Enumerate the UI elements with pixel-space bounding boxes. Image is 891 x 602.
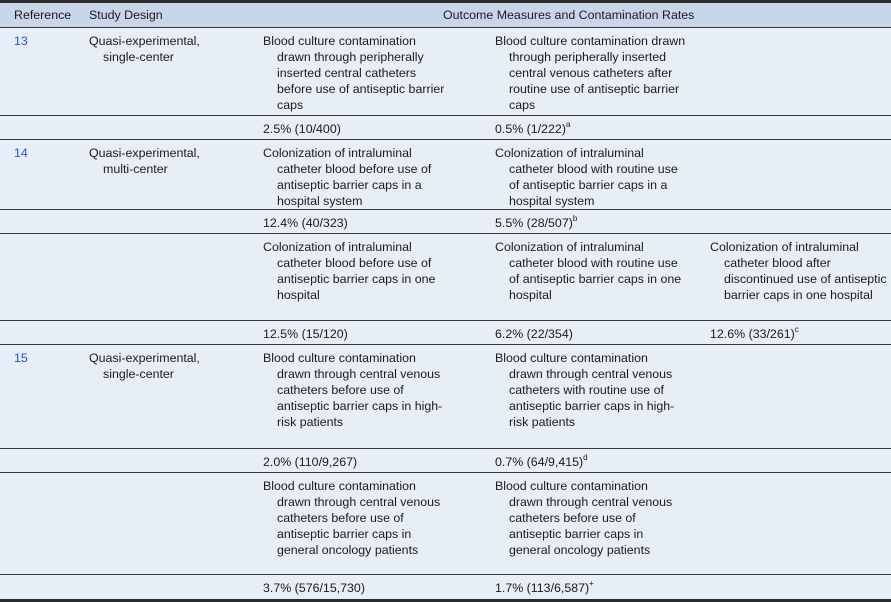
table-header [0,3,891,28]
footnote-marker: + [589,578,594,588]
rate-1: 12.5% (15/120) [263,327,348,341]
table-row [0,28,891,116]
rate-3: 12.6% $(33/261)^c$ [710,324,799,341]
header-reference: Reference [14,8,72,22]
table-row [0,449,891,473]
table-row [0,473,891,575]
outcome-measure-1: Blood culture contamination drawn through central venous catheters before use of antiseptic barrier caps in high-risk patients [263,351,443,429]
reference-link[interactable]: 15 [14,351,28,365]
outcome-measure-2: Blood culture contamination drawn through peripherally inserted central venous catheters after routine use of antiseptic barrier caps [495,34,686,112]
outcome-measure-3: Colonization of intraluminal catheter blood after discontinued use of antiseptic barrier caps in one hospital [710,240,887,302]
rate-2: 0.5% $(1/222)^a$ [495,119,571,136]
table-row [0,234,891,321]
outcome-measure-2: Blood culture contamination drawn through central venous catheters with routine use of antiseptic barrier caps in high-risk patients [495,351,675,429]
rate-2: 0.7% $(64/9,415)^d$ [495,452,588,469]
rate-1: 12.4% (40/323) [263,216,348,230]
rate-1: 2.0% (110/9,267) [263,455,358,469]
study-design: Quasi-experimental, single-center [89,34,200,64]
table-row [0,321,891,345]
outcome-measure-2: Blood culture contamination drawn through central venous catheters before use of antiseptic barrier caps in general oncology patients [495,479,673,557]
rate-2: 1.7% (113/6,587)+ [495,578,594,595]
rate-1: 3.7% (576/15,730) [263,581,365,595]
table-row [0,575,891,599]
outcome-measure-2: Colonization of intraluminal catheter blood with routine use of antiseptic barrier caps in a hospital system [495,146,678,208]
table-row [0,345,891,449]
rate-1: 2.5% (10/400) [263,122,341,136]
footnote-marker: d [583,452,588,462]
outcome-measure-1: Blood culture contamination drawn through peripherally inserted central catheters before use of antiseptic barrier caps [263,34,445,112]
rate-2: 5.5% $(28/507)^b$ [495,213,578,230]
outcome-measure-1: Colonization of intraluminal catheter blood before use of antiseptic barrier caps in a hospital system [263,146,432,208]
reference-link[interactable]: 14 [14,146,28,160]
rate-2: 6.2% (22/354) [495,327,573,341]
table-row [0,140,891,210]
footnote-marker: b [572,213,578,223]
header-outcomes: Outcome Measures and Contamination Rates [443,8,695,22]
reference-link[interactable]: 13 [14,34,28,48]
table-row [0,116,891,140]
study-design: Quasi-experimental, single-center [89,351,200,381]
footnote-marker: c [794,324,799,334]
table-row [0,210,891,234]
outcome-measure-2: Colonization of intraluminal catheter blood with routine use of antiseptic barrier caps in one hospital [495,240,682,302]
outcome-measure-1: Blood culture contamination drawn through central venous catheters before use of antiseptic barrier caps in general oncology patients [263,479,441,557]
outcome-measure-1: Colonization of intraluminal catheter blood before use of antiseptic barrier caps in one hospital [263,240,436,302]
footnote-marker: a [565,119,571,129]
study-design: Quasi-experimental, multi-center [89,146,200,176]
header-study-design: Study Design [89,8,163,22]
